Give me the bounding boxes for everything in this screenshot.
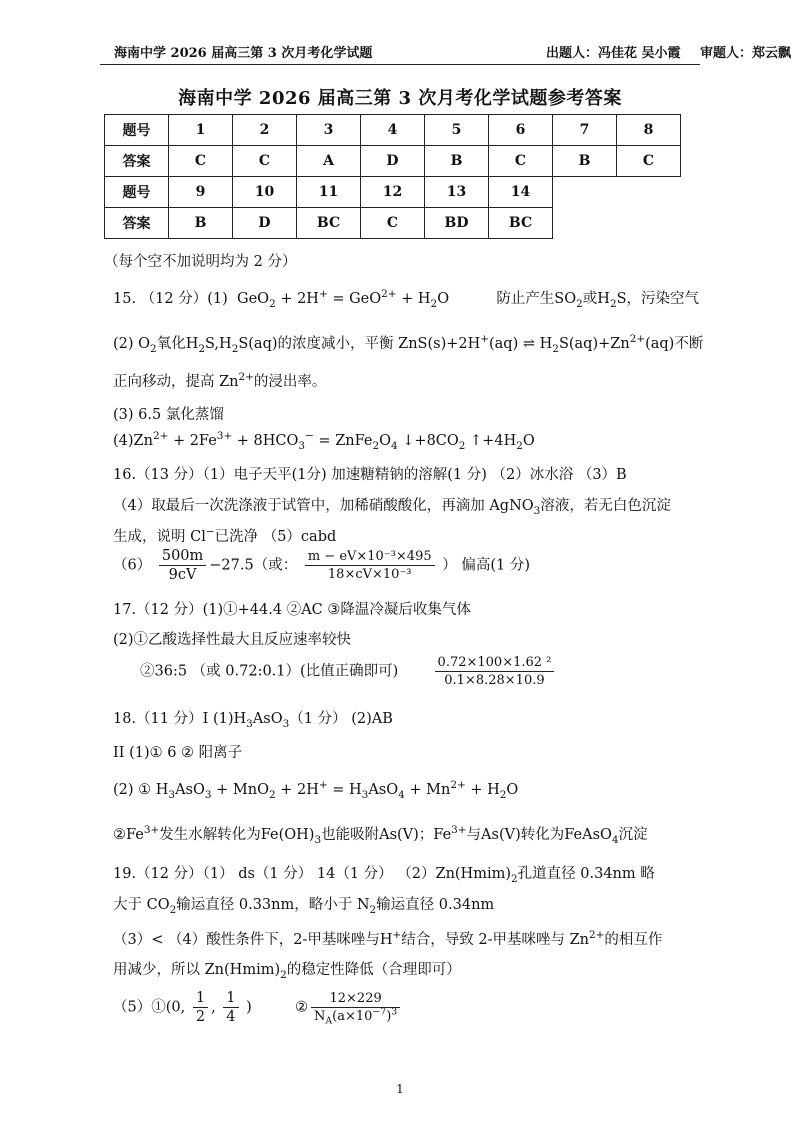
table-cell: 答案 xyxy=(105,208,169,239)
document-title: 海南中学 2026 届高三第 3 次月考化学试题参考答案 xyxy=(178,88,622,109)
table-cell: 题号 xyxy=(105,115,169,146)
table-cell: 2 xyxy=(233,115,297,146)
table-cell: BD xyxy=(425,208,489,239)
table-row xyxy=(105,115,681,146)
q16-part6: （6） $\frac{500m}{9cV}$ −27.5（或： $\frac{\text{m − eV×10⁻³×495}}{\text{18×cV×10⁻³}}$ ） 偏高(1 分) xyxy=(113,548,530,583)
q18-line1: 18.（11 分）I $(1)H_3AsO_3(1$ 分） (2)AB xyxy=(113,711,393,730)
table-cell: 7 xyxy=(553,115,617,146)
q19-line4: 用减少，所以 $Zn(Hmim)_2$的稳定性降低（合理即可） xyxy=(113,962,461,981)
q18-line2: II (1)① 6 ② 阳离子 xyxy=(113,745,243,761)
table-cell: 6 xyxy=(489,115,553,146)
table-cell: 4 xyxy=(361,115,425,146)
table-cell: B xyxy=(169,208,233,239)
q15-head: 15. （12 分）(1) xyxy=(113,291,228,307)
fraction: $\frac{12\times 229}{N_A(a\times 10^{-7})^3}$ xyxy=(311,991,400,1024)
fraction: $\frac{\text{m − eV×10⁻³×495}}{\text{18×cV×10⁻³}}$ xyxy=(305,549,435,582)
table-cell: C xyxy=(361,208,425,239)
q19-line1: 19.（12 分）（1） ds（1 分） 14（1 分） $(2)Zn(Hmim)_2$孔道直径 0.34nm 略 xyxy=(113,866,655,885)
q17-line1: 17.（12 分）(1)①+44.4 ②AC ③降温冷凝后收集气体 xyxy=(113,602,471,618)
table-row xyxy=(105,208,681,239)
page-number: 1 xyxy=(396,1082,404,1096)
table-cell: B xyxy=(553,146,617,177)
q18-line4: $②Fe^{3+}$发生水解转化为$Fe(OH)_3$也能吸附As(V)；$Fe^{3+}$与As(V)转化为FeAsO$_4$沉淀 xyxy=(113,824,648,846)
table-cell: A xyxy=(297,146,361,177)
page-header xyxy=(100,38,792,65)
header-reviewer: 审题人：郑云飘 xyxy=(700,46,792,61)
table-cell: 11 xyxy=(297,177,361,208)
q19-part5: （5）①(0, $\frac{1}{2}$ , $\frac{1}{4}$ ) ② $\frac{12\times 229}{N_A(a\times 10^{-7})^3}$ xyxy=(113,990,403,1025)
table-cell: C xyxy=(233,146,297,177)
fraction: $\frac{1}{4}$ xyxy=(223,990,238,1025)
table-cell: BC xyxy=(489,208,553,239)
table-cell: 12 xyxy=(361,177,425,208)
scoring-note: （每个空不加说明均为 2 分） xyxy=(104,254,297,270)
q19-line2: 大于 $CO_2$输运直径 0.33nm，略小于 $N_2$输运直径 0.34nm xyxy=(113,897,495,916)
q15-answer1: 防止产生$SO_2$或$H_2S$，污染空气 xyxy=(496,291,700,310)
q17-line2: (2)①乙酸选择性最大且反应速率较快 xyxy=(113,632,352,648)
table-cell: 9 xyxy=(169,177,233,208)
q15-part2-cont: 正向移动，提高 $Zn^{2+}$的浸出率。 xyxy=(113,371,327,390)
header-exam-title: 海南中学 2026 届高三第 3 次月考化学试题 xyxy=(114,46,373,61)
table-cell: 14 xyxy=(489,177,553,208)
table-cell: 8 xyxy=(617,115,681,146)
q15-eq1: $GeO_2 + 2H^+ = GeO^{2+} + H_2O$ xyxy=(237,288,450,310)
table-cell: 题号 xyxy=(105,177,169,208)
table-cell: C xyxy=(617,146,681,177)
table-row xyxy=(105,146,681,177)
empty-cell xyxy=(553,208,617,239)
empty-cell xyxy=(617,177,681,208)
header-author: 出题人：冯佳花 吴小霞 xyxy=(546,46,681,61)
table-cell: D xyxy=(233,208,297,239)
fraction: $\frac{1}{2}$ xyxy=(193,990,208,1025)
empty-cell xyxy=(553,177,617,208)
table-cell: 答案 xyxy=(105,146,169,177)
q17-line3: ②36:5 （或 0.72:0.1）(比值正确即可) $\frac{\text{0.72×100×1.62 ²}}{0.1\times 8.28\times 10.9}$ xyxy=(140,655,557,688)
table-cell: 13 xyxy=(425,177,489,208)
q18-line3: (2) ① $H_3AsO_3 + MnO_2 + 2H^+ = H_3AsO_4 + Mn^{2+} + H_2O$ xyxy=(113,779,519,801)
fraction: $\frac{500m}{9cV}$ xyxy=(159,548,206,583)
q16-line1: 16.（13 分）（1）电子天平(1分) 加速糖精钠的溶解(1 分) （2）冰水浴 （3）B xyxy=(113,467,627,483)
fraction: $\frac{\text{0.72×100×1.62 ²}}{0.1\times 8.28\times 10.9}$ xyxy=(435,655,555,688)
table-cell: C xyxy=(489,146,553,177)
table-cell: 5 xyxy=(425,115,489,146)
table-cell: 3 xyxy=(297,115,361,146)
table-cell: B xyxy=(425,146,489,177)
answer-table xyxy=(104,114,681,239)
table-cell: C xyxy=(169,146,233,177)
q19-line3: （3）< （4）酸性条件下，2-甲基咪唑与H+结合，导致 2-甲基咪唑与 $Zn^{2+}$的相互作 xyxy=(113,929,663,948)
q16-line2: （4）取最后一次洗涤液于试管中，加稀硝酸酸化，再滴加 AgNO$_3$溶液，若无白色沉淀 xyxy=(113,498,671,517)
q15-part4: $(4)Zn^{2+} + 2Fe^{3+} + 8HCO_3^-$ = $ZnFe_2O_4$ $↓+8CO_2$ $↑+4H_2O$ xyxy=(113,430,535,452)
equilibrium-arrow-icon: ⇌ xyxy=(518,336,540,352)
q15-part3: (3) 6.5 氯化蒸馏 xyxy=(113,407,224,423)
table-cell: 1 xyxy=(169,115,233,146)
q15-part1 xyxy=(113,287,699,308)
table-row xyxy=(105,177,681,208)
q15-part2: (2) $O_2$氧化$H_2S,H_2S(aq)$的浓度减小，平衡 ZnS(s)+2H+(aq) ⇌ $H_2S(aq)+Zn^{2+}(aq)$不断 xyxy=(113,333,704,355)
table-cell: 10 xyxy=(233,177,297,208)
table-cell: D xyxy=(361,146,425,177)
q16-line3: 生成，说明 Cl−已洗净 （5）cabd xyxy=(113,526,337,545)
table-cell: BC xyxy=(297,208,361,239)
empty-cell xyxy=(617,208,681,239)
